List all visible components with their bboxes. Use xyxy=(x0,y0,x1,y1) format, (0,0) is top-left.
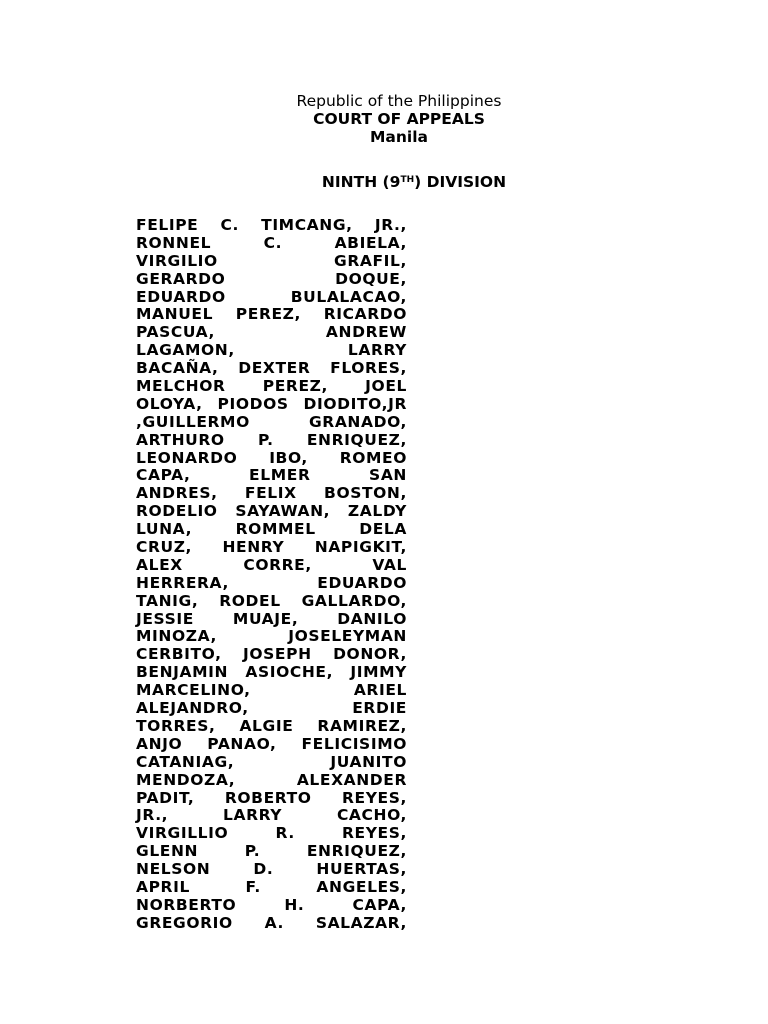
petitioner-line: ANJO PANAO, FELICISIMO xyxy=(136,734,407,753)
petitioner-line: LEONARDO IBO, ROMEO xyxy=(136,448,407,467)
court-city: Manila xyxy=(369,128,428,146)
petitioner-line: PASCUA, ANDREW xyxy=(136,323,407,342)
petitioner-line: MELCHOR PEREZ, JOEL xyxy=(136,377,407,396)
petitioner-line: EDUARDO BULALACAO, xyxy=(136,287,407,306)
petitioner-line: ALEJANDRO, ERDIE xyxy=(136,699,407,718)
petitioner-line: ARTHURO P. ENRIQUEZ, xyxy=(136,430,407,449)
petitioner-line: LUNA, ROMMEL DELA xyxy=(136,520,407,539)
petitioner-line: JESSIE MUAJE, DANILO xyxy=(136,609,407,628)
petitioner-line: RONNEL C. ABIELA, xyxy=(136,233,407,252)
petitioner-line: APRIL F. ANGELES, xyxy=(136,877,407,896)
republic-line: Republic of the Philippines xyxy=(296,92,502,110)
petitioner-line: PADIT, ROBERTO REYES, xyxy=(136,788,407,807)
petitioner-line: NELSON D. HUERTAS, xyxy=(136,860,407,879)
division-heading xyxy=(30,173,768,191)
petitioner-line: FELIPE C. TIMCANG, JR., xyxy=(136,216,407,234)
petitioner-line: CERBITO, JOSEPH DONOR, xyxy=(136,645,407,664)
court-header xyxy=(15,92,768,146)
petitioner-line: MARCELINO, ARIEL xyxy=(136,681,407,700)
petitioner-line: MANUEL PEREZ, RICARDO xyxy=(136,305,407,324)
petitioner-line: OLOYA, PIODOS DIODITO,JR xyxy=(136,394,407,413)
petitioner-line: RODELIO SAYAWAN, ZALDY xyxy=(136,502,407,521)
petitioner-line: BENJAMIN ASIOCHE, JIMMY xyxy=(136,663,407,682)
petitioner-line: TORRES, ALGIE RAMIREZ, xyxy=(136,716,407,735)
petitioner-line: MENDOZA, ALEXANDER xyxy=(136,770,407,789)
petitioner-line: GERARDO DOQUE, xyxy=(136,269,407,288)
petitioner-line: VIRGILIO GRAFIL, xyxy=(136,251,407,270)
petitioner-line: GLENN P. ENRIQUEZ, xyxy=(136,842,407,861)
petitioner-line: HERRERA, EDUARDO xyxy=(136,573,407,592)
petitioner-line: JR., LARRY CACHO, xyxy=(136,806,407,825)
petitioner-line: NORBERTO H. CAPA, xyxy=(136,895,407,914)
court-name: COURT OF APPEALS xyxy=(313,110,485,128)
division-ordinal-suffix: TH xyxy=(400,175,415,185)
petitioner-line: VIRGILLIO R. REYES, xyxy=(136,824,407,843)
petitioner-line: BACAÑA, DEXTER FLORES, xyxy=(136,359,407,378)
petitioner-line: CRUZ, HENRY NAPIGKIT, xyxy=(136,538,407,557)
petitioner-line: TANIG, RODEL GALLARDO, xyxy=(136,591,407,610)
petitioner-line: CAPA, ELMER SAN xyxy=(136,466,407,485)
division-heading-end: ) DIVISION xyxy=(414,173,507,191)
petitioner-line: ALEX CORRE, VAL xyxy=(136,555,407,574)
division-heading-start: NINTH (9 xyxy=(321,173,401,191)
petitioner-line: LAGAMON, LARRY xyxy=(136,341,407,360)
petitioner-line: ,GUILLERMO GRANADO, xyxy=(136,412,407,431)
petitioner-line: CATANIAG, JUANITO xyxy=(136,752,407,771)
petitioner-line: GREGORIO A. SALAZAR, xyxy=(136,913,407,932)
petitioner-line: ANDRES, FELIX BOSTON, xyxy=(136,484,407,503)
petitioner-line: MINOZA, JOSELEYMAN xyxy=(136,627,407,646)
petitioners-list xyxy=(136,217,407,933)
